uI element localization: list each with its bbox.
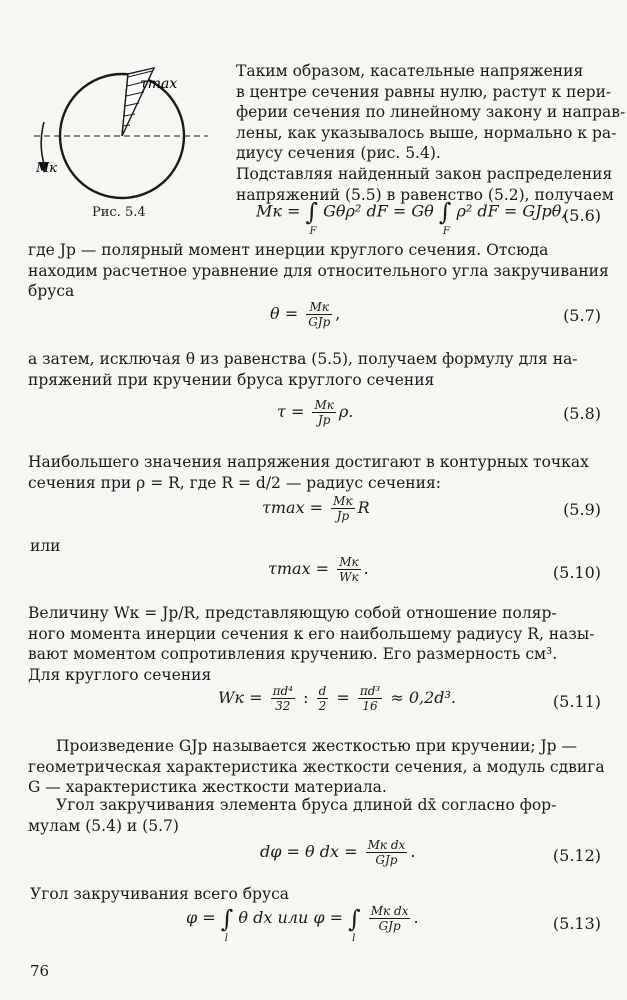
paragraph-9: Угол закручивания всего бруса bbox=[30, 885, 290, 903]
eq-op: : bbox=[303, 688, 309, 707]
paragraph-7 bbox=[28, 736, 605, 798]
eq-lhs: θ = bbox=[270, 304, 299, 323]
eq-limit: l bbox=[352, 932, 356, 944]
eq-tail: ρ. bbox=[338, 402, 354, 421]
paragraph-4 bbox=[28, 349, 602, 390]
equation-5-10 bbox=[268, 555, 369, 584]
eq-term: θ dx или φ = bbox=[238, 908, 344, 927]
text-line: а затем, исключая θ из равенства (5.5), получаем формулу для на- bbox=[28, 350, 578, 368]
torque-arrow-icon bbox=[41, 122, 44, 164]
text-line: диусу сечения (рис. 5.4). bbox=[236, 144, 441, 162]
text-line: Наибольшего значения напряжения достигают в контурных точках bbox=[28, 453, 589, 471]
page-number: 76 bbox=[30, 962, 50, 980]
eq-numerator: d bbox=[318, 684, 327, 698]
equation-5-7 bbox=[270, 300, 340, 329]
eq-denominator: GJp bbox=[378, 919, 401, 933]
figure-caption: Рис. 5.4 bbox=[92, 205, 146, 220]
equation-number: (5.10) bbox=[552, 563, 601, 582]
eq-denominator: 2 bbox=[318, 699, 327, 713]
paragraph-8 bbox=[28, 795, 602, 836]
equation-5-11 bbox=[218, 684, 456, 713]
equation-5-9 bbox=[262, 494, 370, 523]
equation-5-6: Mк = ∫ F Gθρ² dF = Gθ ∫ F ρ² dF = GJpθ, bbox=[256, 198, 567, 237]
eq-denominator: 16 bbox=[362, 699, 378, 713]
eq-numerator: πd⁴ bbox=[272, 684, 293, 698]
text-line: мулам (5.4) и (5.7) bbox=[28, 816, 179, 835]
eq-numerator: Mк bbox=[333, 494, 353, 508]
text-line: ного момента инерции сечения к его наибольшему радиусу R, назы- bbox=[28, 624, 595, 643]
paragraph-2 bbox=[236, 164, 614, 205]
text-line: где Jp — полярный момент инерции круглого сечения. Отсюда bbox=[28, 241, 549, 259]
equation-5-8 bbox=[277, 398, 353, 427]
figure-label-m: Mк bbox=[36, 161, 58, 176]
eq-tail: . bbox=[410, 842, 416, 861]
eq-denominator: Wк bbox=[339, 570, 359, 584]
text-line: ферии сечения по линейному закону и направ- bbox=[236, 103, 626, 121]
paragraph-5 bbox=[28, 452, 602, 493]
text-line: Произведение GJp называется жесткостью при кручении; Jp — bbox=[56, 737, 578, 755]
eq-numerator: Mк bbox=[314, 398, 334, 412]
eq-numerator: Mк dx bbox=[367, 838, 406, 852]
text-line: Таким образом, касательные напряжения bbox=[236, 62, 584, 80]
eq-term: ρ² dF = GJpθ, bbox=[456, 201, 567, 221]
equation-number: (5.8) bbox=[563, 404, 601, 423]
eq-denominator: Jp bbox=[317, 413, 331, 427]
eq-numerator: Mк dx bbox=[370, 904, 409, 918]
eq-tail: ≈ 0,2d³. bbox=[390, 688, 457, 707]
eq-lhs: Wк = bbox=[218, 688, 263, 707]
eq-numerator: πd³ bbox=[359, 684, 381, 698]
equation-number: (5.11) bbox=[552, 692, 601, 711]
eq-limit: F bbox=[309, 226, 317, 237]
text-line: находим расчетное уравнение для относительного угла закручивания bbox=[28, 261, 609, 280]
equation-number: (5.12) bbox=[552, 846, 601, 865]
eq-lhs: τ = bbox=[277, 402, 305, 421]
text-line: Величину Wк = Jp/R, представляющую собой отношение поляр- bbox=[28, 604, 557, 622]
paragraph-3 bbox=[28, 240, 609, 302]
eq-op: = bbox=[336, 688, 350, 707]
eq-denominator: Jp bbox=[336, 509, 350, 523]
equation-5-13: φ = ∫ l θ dx или φ = ∫ l $\frac{\text{Mк dx}}{\text{GJp}}$ . bbox=[186, 904, 419, 944]
eq-numerator: Mк bbox=[306, 300, 332, 315]
equation-number: (5.9) bbox=[563, 500, 601, 519]
text-line: геометрическая характеристика жесткости сечения, а модуль сдвига bbox=[28, 757, 605, 776]
eq-lhs: dφ = θ dx = bbox=[260, 842, 358, 861]
text-line: Подставляя найденный закон распределения bbox=[236, 165, 613, 183]
eq-lhs: Mк = bbox=[256, 201, 301, 221]
eq-denominator: 32 bbox=[275, 699, 291, 713]
text-line: пряжений при кручении бруса круглого сечения bbox=[28, 370, 435, 389]
paragraph-1 bbox=[236, 61, 626, 164]
eq-tail: . bbox=[363, 559, 369, 578]
eq-denominator: GJp bbox=[308, 315, 331, 329]
text-line: в центре сечения равны нулю, растут к пери- bbox=[236, 82, 612, 101]
text-line: G — характеристика жесткости материала. bbox=[28, 778, 387, 796]
eq-numerator: Mк bbox=[337, 555, 361, 570]
equation-number: (5.7) bbox=[563, 306, 601, 325]
text-line: бруса bbox=[28, 282, 75, 300]
eq-lhs: τmax = bbox=[268, 559, 330, 578]
text-line: напряжений (5.5) в равенство (5.2), получаем bbox=[236, 185, 614, 204]
equation-5-12 bbox=[260, 838, 415, 867]
eq-tail: , bbox=[335, 304, 341, 323]
eq-lhs: φ = bbox=[186, 908, 216, 927]
text-line: лены, как указывалось выше, нормально к ра- bbox=[236, 123, 617, 142]
eq-tail: R bbox=[357, 498, 370, 517]
text-line: сечения при ρ = R, где R = d/2 — радиус сечения: bbox=[28, 473, 441, 492]
text-line: вают моментом сопротивления кручению. Его размерность см³. bbox=[28, 645, 558, 663]
eq-lhs: τmax = bbox=[262, 498, 324, 517]
text-line: Для круглого сечения bbox=[28, 665, 212, 684]
word-ili: или bbox=[30, 537, 61, 555]
equation-number: (5.6) bbox=[563, 206, 601, 225]
eq-limit: l bbox=[224, 932, 228, 944]
eq-term: Gθρ² dF = Gθ bbox=[323, 201, 434, 221]
equation-number: (5.13) bbox=[552, 914, 601, 933]
paragraph-6 bbox=[28, 603, 602, 685]
eq-denominator: GJp bbox=[375, 853, 398, 867]
figure-label-tau: τmax bbox=[140, 76, 178, 92]
eq-tail: . bbox=[413, 908, 419, 927]
eq-limit: F bbox=[442, 226, 450, 237]
text-line: Угол закручивания элемента бруса длиной dx̄ согласно фор- bbox=[56, 796, 557, 814]
